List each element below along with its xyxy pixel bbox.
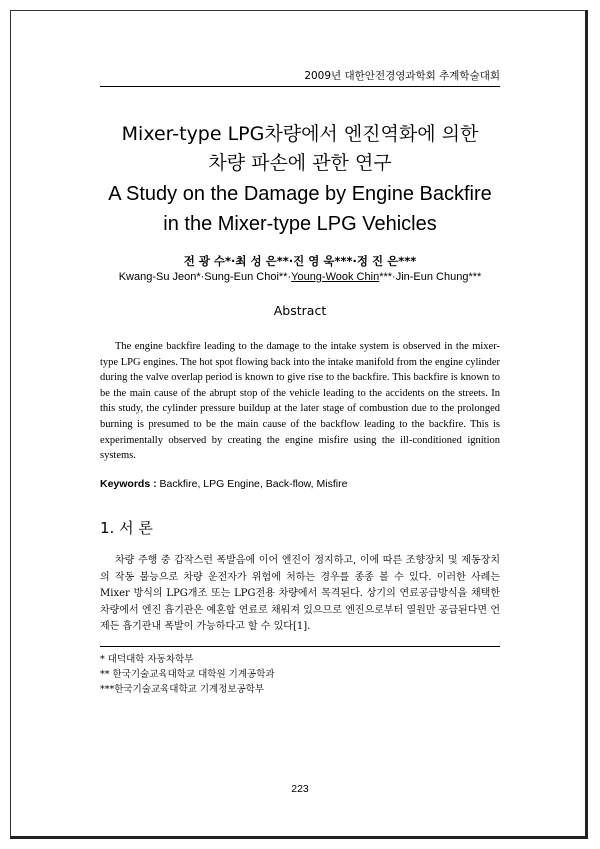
- page-number: 223: [291, 783, 309, 795]
- title-english-line2: in the Mixer-type LPG Vehicles: [163, 213, 437, 235]
- abstract-body: The engine backfire leading to the damage to the intake system is observed in the mixer-type LPG engines. The hot spot flowing back into the intake manifold from the engine cylinder during the valve overlap period is known to give rise to the backfire. This backfire is known to be the main cause of the abrupt stop of the vehicle leading to the accidents on the streets. In this study, the cylinder pressure buildup at the later stage of combustion due to the prolonged burning is presumed to be the main cause of the backflow leading to the backfire. This is experimentally observed by creating the engine misfire using the ill-conditioned ignition systems.: [100, 341, 500, 462]
- authors-english: [60, 271, 540, 283]
- header-rule: [100, 86, 500, 87]
- authors-english-part3: ***·Jin-Eun Chung***: [379, 271, 482, 283]
- title-korean-line2: 차량 파손에 관한 연구: [208, 152, 392, 174]
- authors-english-part1: Kwang-Su Jeon*·Sung-Eun Choi**·: [118, 271, 292, 283]
- keywords-value: Backfire, LPG Engine, Back-flow, Misfire: [159, 478, 348, 490]
- keywords-label: Keywords :: [100, 478, 160, 490]
- keywords: [100, 478, 500, 490]
- section-heading: 1. 서 론: [100, 519, 153, 537]
- authors-korean: 전 광 수*·최 성 은**·진 영 욱***·정 진 은***: [183, 254, 417, 268]
- title-korean-line1: Mixer-type LPG차량에서 엔진역화에 의한: [121, 123, 479, 145]
- section-body: 차량 주행 중 갑작스런 폭발음에 이어 엔진이 정지하고, 이에 따른 조향장치 및 제동장치의 작동 불능으로 차량 운전자가 위험에 처하는 경우를 종종 볼 수 있다. 이러한 사례는 Mixer 방식의 LPG개조 또는 LPG전용 차량에서 목격된다. 상기의 연료공급방식을 채택한 차량에서 엔진 흡기관은 예혼합 연료로 채워져 있으므로 엔진으로부터 열원만 공급된다면 언제든 흡기관내 폭발이 가능하다고 할 수 있다[1].: [100, 555, 500, 632]
- conference-header: 2009년 대한안전경영과학회 추계학술대회: [304, 70, 500, 82]
- abstract-heading: Abstract: [273, 303, 327, 318]
- footnote-rule: [100, 646, 500, 647]
- footnote-item: * 대덕대학 자동차학부: [100, 654, 194, 665]
- title-english-line1: A Study on the Damage by Engine Backfire: [108, 183, 492, 205]
- footnote-item: ***한국기술교육대학교 기계정보공학부: [100, 684, 265, 695]
- footnote-item: ** 한국기술교육대학교 대학원 기계공학과: [100, 669, 275, 680]
- title-block: [60, 120, 540, 238]
- authors-english-underlined: Young-Wook Chin: [291, 271, 380, 283]
- footnotes: [100, 652, 275, 697]
